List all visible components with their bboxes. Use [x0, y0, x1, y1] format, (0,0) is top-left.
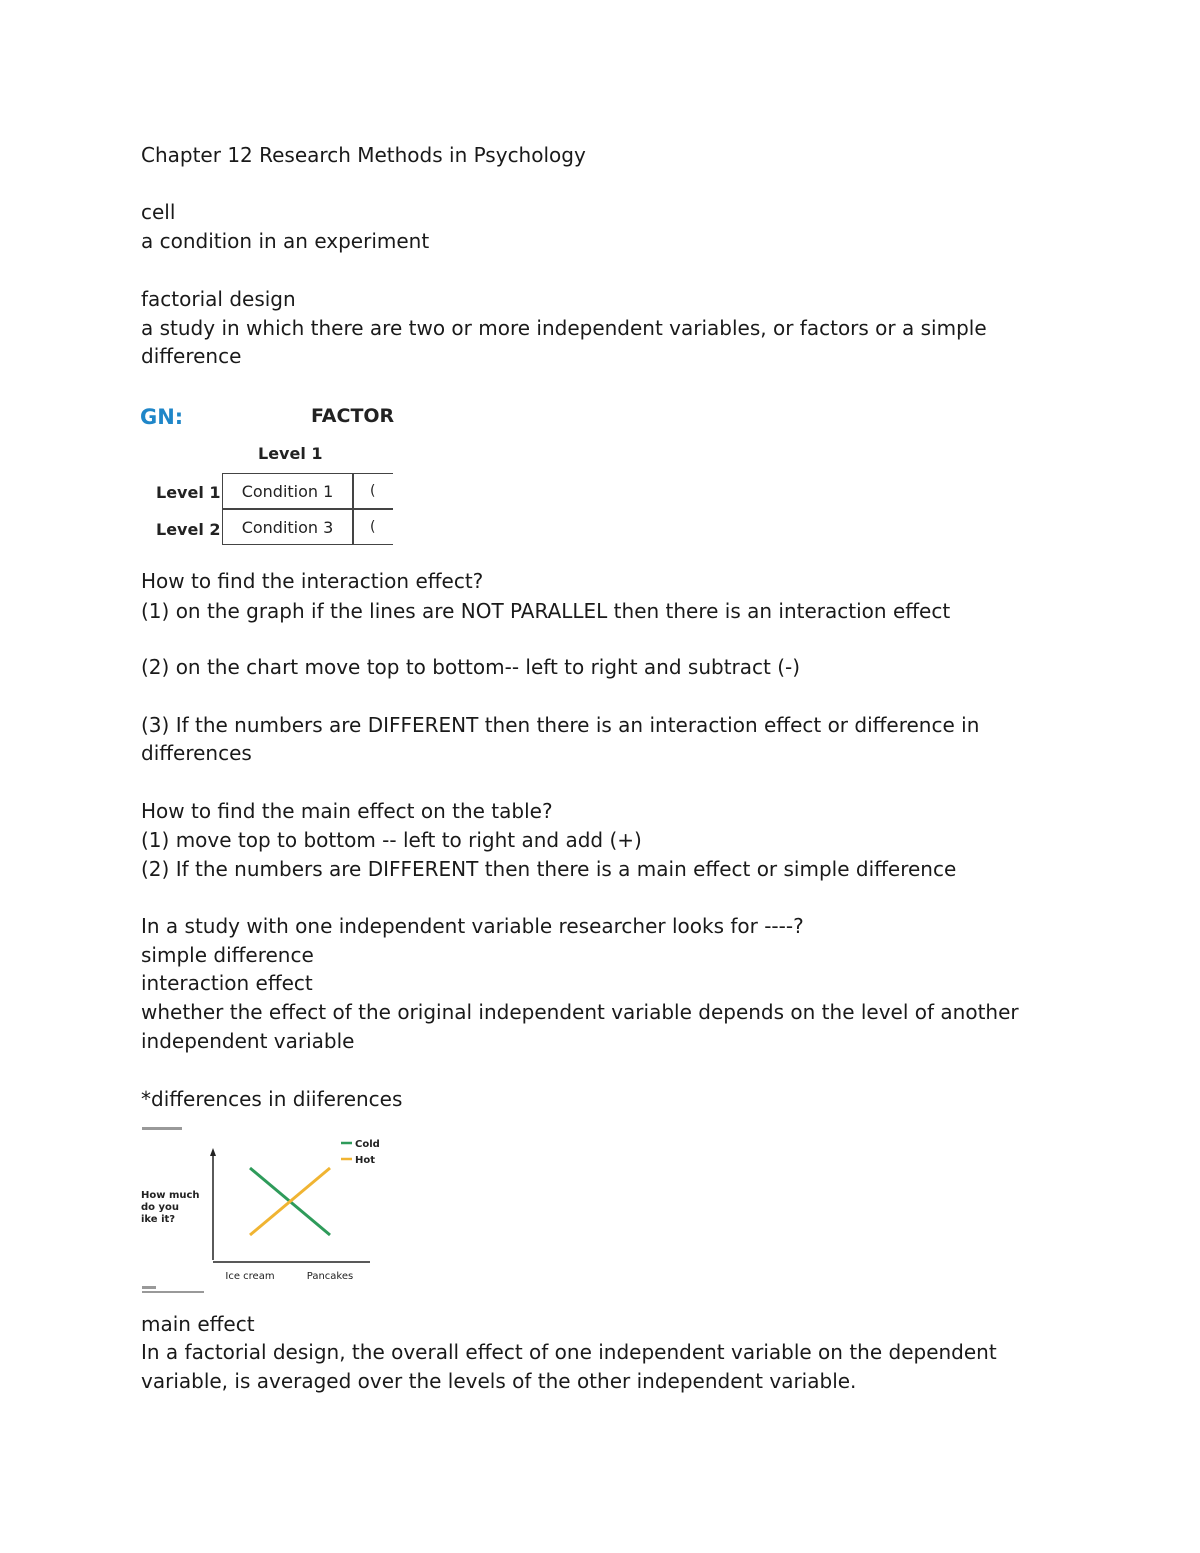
- row-header-1: Level 1: [156, 483, 221, 502]
- question-one-iv: In a study with one independent variable researcher looks for ----?: [141, 914, 804, 938]
- definition-interaction-line1: whether the effect of the original independent variable depends on the level of another: [141, 1000, 1019, 1024]
- term-cell: cell: [141, 200, 176, 224]
- interaction-line-chart: [138, 1120, 388, 1300]
- interaction-graph-figure: [138, 1120, 388, 1300]
- definition-main-effect-line2: variable, is averaged over the levels of the other independent variable.: [141, 1369, 857, 1393]
- row-header-2: Level 2: [156, 520, 221, 539]
- main-effect-step-2: (2) If the numbers are DIFFERENT then there is a main effect or simple difference: [141, 857, 957, 881]
- column-header: Level 1: [258, 444, 323, 463]
- figure-caption-right: FACTOR: [311, 405, 395, 427]
- x-tick-label: Pancakes: [306, 1271, 354, 1282]
- page-title: Chapter 12 Research Methods in Psychology: [141, 143, 586, 167]
- footer-smudge: [142, 1291, 204, 1293]
- footer-smudge: [142, 1286, 156, 1289]
- interaction-step-1: (1) on the graph if the lines are NOT PARALLEL then there is an interaction effect: [141, 599, 951, 623]
- legend-label-hot: Hot: [355, 1155, 376, 1166]
- x-tick-label: Ice cream: [225, 1271, 275, 1282]
- interaction-step-3-line2: differences: [141, 741, 252, 765]
- table-cell-partial: (: [353, 509, 393, 545]
- y-axis-label-line: How much: [141, 1190, 200, 1201]
- definition-factorial-design-line2: difference: [141, 344, 242, 368]
- y-axis-label-line: do you: [141, 1202, 180, 1213]
- header-smudge: [142, 1127, 182, 1130]
- definition-interaction-line2: independent variable: [141, 1029, 355, 1053]
- question-main-effect: How to find the main effect on the table?: [141, 799, 553, 823]
- legend-label-cold: Cold: [355, 1139, 380, 1150]
- definition-main-effect-line1: In a factorial design, the overall effect of one independent variable on the dependent: [141, 1340, 997, 1364]
- table-cell-partial: (: [353, 473, 393, 509]
- interaction-step-3-line1: (3) If the numbers are DIFFERENT then there is an interaction effect or difference in: [141, 713, 980, 737]
- factorial-table-figure: [138, 395, 395, 555]
- definition-cell: a condition in an experiment: [141, 229, 430, 253]
- main-effect-step-1: (1) move top to bottom -- left to right and add (+): [141, 828, 642, 852]
- y-axis-arrow-icon: [210, 1148, 216, 1156]
- term-interaction-effect: interaction effect: [141, 971, 313, 995]
- y-axis-label-line: ike it?: [141, 1214, 176, 1225]
- question-interaction: How to find the interaction effect?: [141, 569, 484, 593]
- note-differences: *differences in diiferences: [141, 1087, 403, 1111]
- definition-factorial-design-line1: a study in which there are two or more independent variables, or factors or a simple: [141, 316, 987, 340]
- table-cell: Condition 1: [222, 473, 353, 509]
- term-main-effect: main effect: [141, 1312, 255, 1336]
- table-cell: Condition 3: [222, 509, 353, 545]
- answer-one-iv: simple difference: [141, 943, 314, 967]
- term-factorial-design: factorial design: [141, 287, 296, 311]
- figure-caption-left: GN:: [140, 405, 184, 429]
- interaction-step-2: (2) on the chart move top to bottom-- left to right and subtract (-): [141, 655, 801, 679]
